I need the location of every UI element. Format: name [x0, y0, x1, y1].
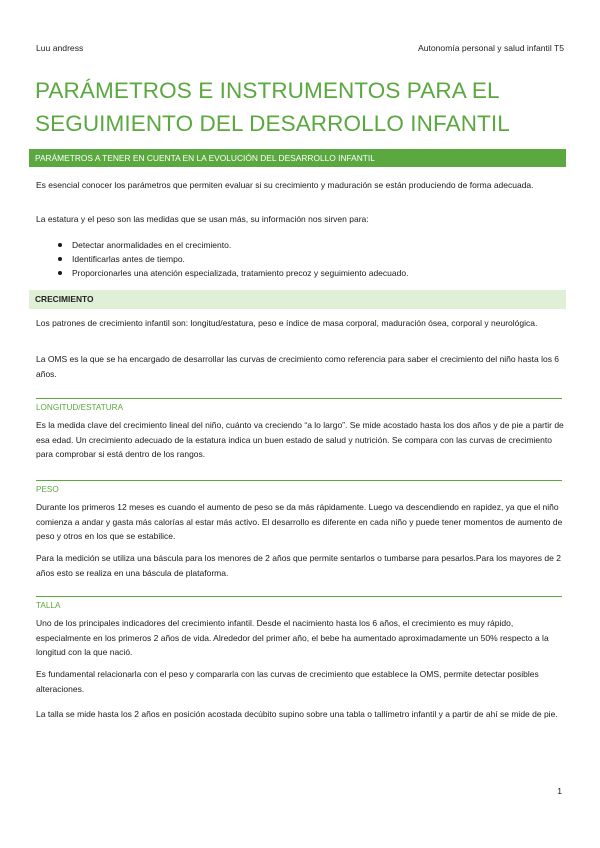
- section-heading-talla: TALLA: [36, 596, 562, 610]
- crecimiento-paragraph-1: Los patrones de crecimiento infantil son: longitud/estatura, peso e índice de masa corporal, maduración ósea, corporal y neurológica.: [36, 318, 538, 328]
- title-line-2: SEGUIMIENTO DEL DESARROLLO INFANTIL: [35, 111, 510, 136]
- list-item: [58, 266, 558, 280]
- talla-paragraph-2: Es fundamental relacionarla con el peso y compararla con las curvas de crecimiento que establece la OMS, permite detectar posibles alteraciones.: [36, 669, 539, 694]
- bullet-icon: [58, 243, 62, 247]
- peso-paragraph-2: Para la medición se utiliza una báscula para los menores de 2 años que permite sentarlos o tumbarse para pesarlos.Para los mayores de 2 años esto se realiza en una báscula de plataforma.: [36, 553, 561, 578]
- talla-paragraph-1: Uno de los principales indicadores del crecimiento infantil. Desde el nacimiento hasta los 6 años, el crecimiento es muy rápido, especialmente en los primeros 2 años de vida. Alrededor del primer año, el bebe ha aumentado aproximadamente un 50% respecto a la longitud con la que nació.: [36, 618, 549, 657]
- list-item-text: Proporcionarles una atención especializada, tratamiento precoz y seguimiento adecuado.: [72, 268, 409, 279]
- header-course: Autonomía personal y salud infantil T5: [417, 43, 564, 53]
- longitud-paragraph-1: Es la medida clave del crecimiento lineal del niño, cuánto va creciendo “a lo largo”. Se mide acostado hasta los dos años y de pie a partir de esa edad. Un crecimiento adecuado de la estatura indica un buen estado de salud y nutrición. Se compara con las curvas de crecimiento para comprobar si está dentro de los rangos.: [36, 420, 564, 459]
- page-number: 1: [557, 786, 562, 796]
- peso-paragraph-1: Durante los primeros 12 meses es cuando el aumento de peso se da más rápidamente. Luego va descendiendo en rapidez, ya que el niño comienza a andar y gasta más calorías al estar más activo. El desarrollo es diferente en cada niño y puede tener momentos de aumento de peso y otros en los que se estabilice.: [36, 502, 563, 541]
- intro-paragraph-2: La estatura y el peso son las medidas que se usan más, su información nos sirven para:: [36, 214, 369, 224]
- list-item: [58, 238, 558, 252]
- title-line-1: PARÁMETROS E INSTRUMENTOS PARA EL: [35, 78, 500, 103]
- bullet-icon: [58, 257, 62, 261]
- page-title: [35, 74, 575, 140]
- header-author: Luu andress: [36, 43, 84, 53]
- intro-paragraph-1: Es esencial conocer los parámetros que permiten evaluar si su crecimiento y maduración se están produciendo de forma adecuada.: [36, 180, 534, 190]
- list-item-text: Identificarlas antes de tiempo.: [72, 254, 185, 265]
- section-heading-peso: PESO: [36, 480, 562, 494]
- list-item-text: Detectar anormalidades en el crecimiento.: [72, 240, 232, 250]
- section-banner: PARÁMETROS A TENER EN CUENTA EN LA EVOLUCIÓN DEL DESARROLLO INFANTIL: [29, 149, 566, 167]
- bullet-icon: [58, 271, 62, 275]
- list-item: [58, 252, 558, 266]
- crecimiento-paragraph-2: La OMS es la que se ha encargado de desarrollar las curvas de crecimiento como referencia para saber el crecimiento del niño hasta los 6 años.: [36, 354, 560, 379]
- section-heading-crecimiento: CRECIMIENTO: [29, 290, 566, 309]
- intro-bullet-list: [58, 238, 558, 281]
- talla-paragraph-3: La talla se mide hasta los 2 años en posición acostada decúbito supino sobre una tabla o tallímetro infantil y a partir de ahí se mide de pie.: [36, 709, 558, 719]
- section-heading-longitud: LONGITUD/ESTATURA: [36, 398, 562, 412]
